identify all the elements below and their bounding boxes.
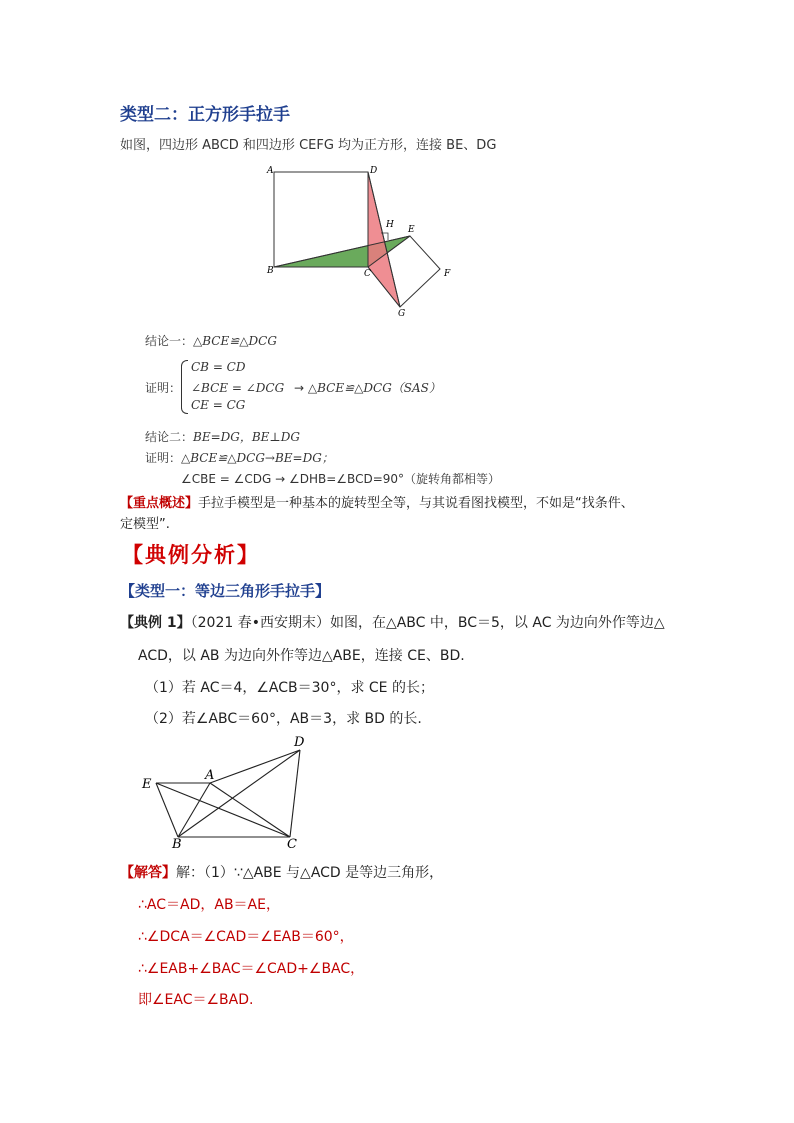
proof2-line1-row xyxy=(145,449,334,466)
seg-bd xyxy=(178,750,300,837)
label-C2: C xyxy=(287,837,297,852)
label-D: D xyxy=(370,166,378,176)
type2-intro: 如图，四边形 ABCD 和四边形 CEFG 均为正方形，连接 BE、DG xyxy=(120,138,497,153)
key-summary-line1 xyxy=(120,492,634,511)
proof1-brace xyxy=(181,360,188,414)
label-B2: B xyxy=(172,837,182,852)
label-H: H xyxy=(386,220,394,230)
section-title: 【典例分析】 xyxy=(122,543,260,567)
seg-ec xyxy=(156,783,290,837)
proof2-label: 证明： xyxy=(145,451,182,465)
square-hand-figure xyxy=(262,160,462,320)
proof2-line1: △BCE≌△DCG→BE=DG； xyxy=(181,451,334,465)
key-summary-text2: 定模型”. xyxy=(120,517,170,532)
triangle-figure-geometry xyxy=(156,750,300,837)
proof1-result: △BCE≌△DCG xyxy=(307,381,392,395)
conclusion1-label: 结论一： xyxy=(145,334,194,348)
seg-ab xyxy=(178,783,210,837)
triangle-hand-figure xyxy=(138,730,318,852)
proof1-label: 证明： xyxy=(145,381,182,395)
conclusion2-formula: BE=DG，BE⊥DG xyxy=(193,430,300,444)
seg-dc xyxy=(290,750,300,837)
example-line1 xyxy=(120,612,665,632)
conclusion1 xyxy=(145,332,277,349)
example-line2: ACD，以 AB 为边向外作等边△ABE，连接 CE、BD. xyxy=(138,648,465,664)
type2-heading: 类型二：正方形手拉手 xyxy=(120,105,290,125)
type1-heading: 【类型一：等边三角形手拉手】 xyxy=(120,582,331,600)
label-A: A xyxy=(267,166,274,176)
conclusion1-formula: △BCE≌△DCG xyxy=(193,334,277,348)
answer-l1: ∴AC＝AD，AB＝AE， xyxy=(138,897,280,913)
example-q2: （2）若∠ABC＝60°，AB＝3，求 BD 的长. xyxy=(145,711,422,727)
proof1-line2: ∠BCE = ∠DCG xyxy=(191,381,285,395)
example-q1: （1）若 AC＝4，∠ACB＝30°，求 CE 的长； xyxy=(145,680,434,696)
answer-line-head xyxy=(120,862,443,882)
proof2-line2: ∠CBE = ∠CDG → ∠DHB=∠BCD=90°（旋转角都相等） xyxy=(181,472,501,486)
key-summary-tag: 【重点概述】 xyxy=(120,496,199,511)
label-B: B xyxy=(267,266,274,276)
proof1-line1: CB = CD xyxy=(191,360,246,374)
proof1-line3: CE = CG xyxy=(191,398,246,412)
conclusion2-label: 结论二： xyxy=(145,430,194,444)
label-C: C xyxy=(364,269,371,279)
label-F: F xyxy=(444,269,451,279)
example-text1: （2021 春•西安期末）如图，在△ABC 中，BC＝5，以 AC 为边向外作等边△ xyxy=(190,615,665,631)
answer-l2: ∴∠DCA＝∠CAD＝∠EAB＝60°， xyxy=(138,929,354,945)
answer-head: 解：（1）∵△ABE 与△ACD 是等边三角形， xyxy=(176,865,444,881)
answer-l4: 即∠EAC＝∠BAD. xyxy=(138,992,254,1008)
proof1-line2-row xyxy=(191,379,441,396)
proof1-sas: （SAS） xyxy=(391,381,441,395)
proof1-arrow: → xyxy=(294,381,305,395)
answer-tag: 【解答】 xyxy=(120,865,176,881)
answer-l3: ∴∠EAB+∠BAC＝∠CAD+∠BAC， xyxy=(138,961,365,977)
conclusion2 xyxy=(145,428,300,445)
label-A2: A xyxy=(205,768,215,783)
label-E: E xyxy=(408,225,415,235)
square-figure-geometry xyxy=(274,172,440,307)
answer-l4-row xyxy=(138,989,253,1009)
label-E2: E xyxy=(142,777,152,792)
seg-ad xyxy=(210,750,300,783)
label-G: G xyxy=(398,309,406,319)
label-D2: D xyxy=(294,735,305,750)
key-summary-text1: 手拉手模型是一种基本的旋转型全等，与其说看图找模型，不如是“找条件、 xyxy=(198,496,634,511)
example-tag: 【典例 1】 xyxy=(120,615,191,631)
